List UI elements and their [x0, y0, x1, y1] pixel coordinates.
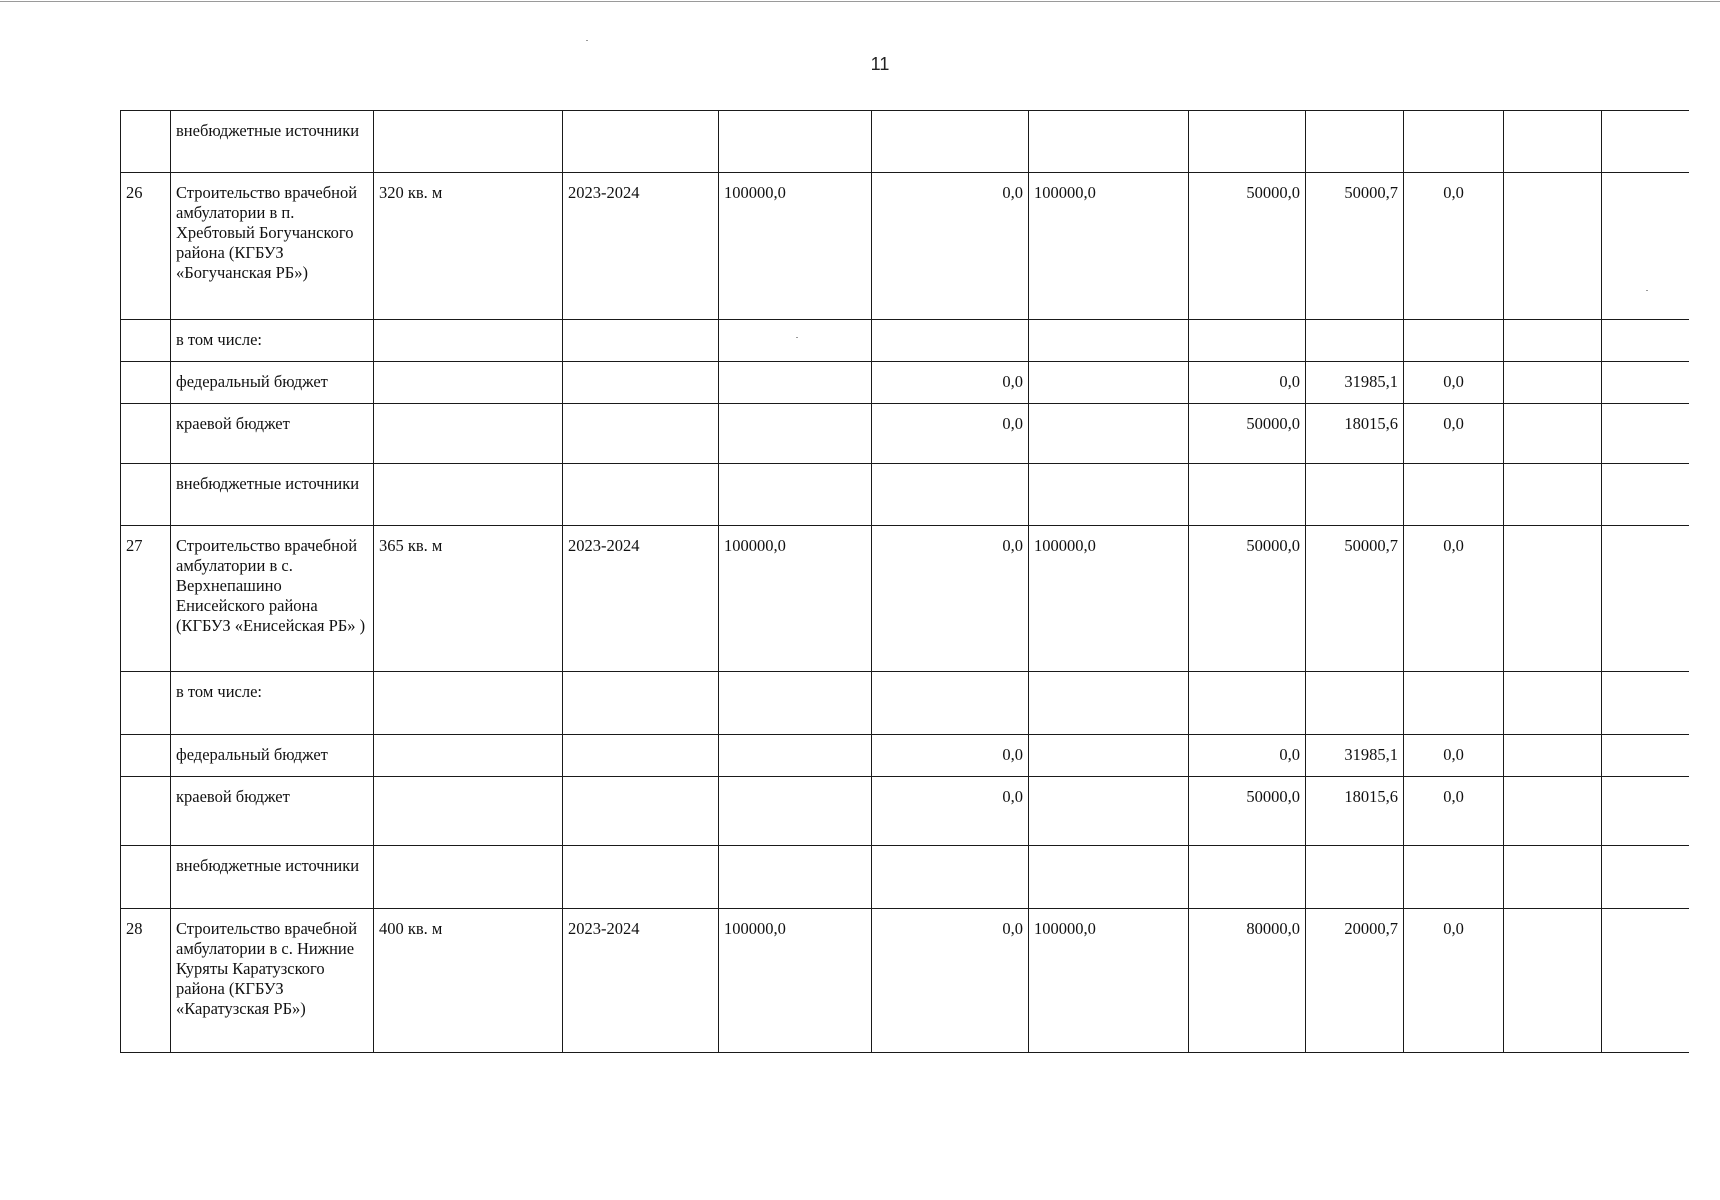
cell-value: 50000,0: [1189, 777, 1306, 846]
cell-value: [719, 672, 872, 735]
cell-object-name: Строительство врачебной амбулатории в с. Верхнепашино Енисейского района (КГБУЗ «Енисейская РБ» ): [171, 526, 374, 672]
cell-number: [121, 777, 171, 846]
cell-source-name: внебюджетные источники: [171, 846, 374, 909]
cell-value: [1504, 111, 1602, 173]
cell-number: 28: [121, 909, 171, 1053]
table-row-subitem: [121, 111, 1689, 173]
cell-value: [1404, 672, 1504, 735]
cell-value: [1029, 404, 1189, 464]
cell-number: [121, 320, 171, 362]
cell-value: 50000,0: [1189, 526, 1306, 672]
cell-value: [1602, 111, 1689, 173]
cell-number: [121, 735, 171, 777]
cell-value: 0,0: [1404, 362, 1504, 404]
cell-source-name: федеральный бюджет: [171, 362, 374, 404]
cell-value: [1504, 526, 1602, 672]
cell-number: 26: [121, 173, 171, 320]
cell-number: 27: [121, 526, 171, 672]
cell-value: [1504, 362, 1602, 404]
cell-value: [374, 735, 563, 777]
cell-value: [1306, 111, 1404, 173]
cell-value: 0,0: [1189, 735, 1306, 777]
cell-value: [872, 464, 1029, 526]
cell-value: 100000,0: [1029, 909, 1189, 1053]
cell-value: 80000,0: [1189, 909, 1306, 1053]
table-row-item: [121, 173, 1689, 320]
cell-value: [1189, 672, 1306, 735]
cell-value: [1602, 672, 1689, 735]
cell-value: [1029, 735, 1189, 777]
cell-value: [1602, 777, 1689, 846]
cell-number: [121, 111, 171, 173]
cell-value: [563, 320, 719, 362]
cell-source-name: в том числе:: [171, 320, 374, 362]
cell-value: [1504, 320, 1602, 362]
cell-value: [872, 672, 1029, 735]
cell-value: [374, 362, 563, 404]
cell-value: [563, 735, 719, 777]
cell-number: [121, 464, 171, 526]
cell-value: 100000,0: [1029, 526, 1189, 672]
cell-source-name: краевой бюджет: [171, 777, 374, 846]
cell-value: [1602, 526, 1689, 672]
cell-value: 50000,7: [1306, 173, 1404, 320]
cell-value: [563, 362, 719, 404]
cell-capacity: 320 кв. м: [374, 173, 563, 320]
table-row-subitem: [121, 735, 1689, 777]
cell-value: [1029, 464, 1189, 526]
cell-value: 50000,7: [1306, 526, 1404, 672]
cell-value: [1404, 464, 1504, 526]
cell-value: [1306, 846, 1404, 909]
cell-value: 0,0: [872, 777, 1029, 846]
cell-value: [1602, 320, 1689, 362]
cell-value: [1504, 909, 1602, 1053]
cell-value: [1602, 464, 1689, 526]
cell-value: [1404, 320, 1504, 362]
cell-value: 18015,6: [1306, 404, 1404, 464]
cell-number: [121, 362, 171, 404]
cell-value: [719, 846, 872, 909]
cell-estimated-cost: 100000,0: [719, 526, 872, 672]
cell-value: 31985,1: [1306, 362, 1404, 404]
cell-value: 0,0: [1404, 173, 1504, 320]
cell-value: [374, 846, 563, 909]
scan-speck: [586, 40, 588, 41]
cell-capacity: 365 кв. м: [374, 526, 563, 672]
cell-number: [121, 404, 171, 464]
cell-value: [1504, 404, 1602, 464]
cell-value: [719, 362, 872, 404]
cell-value: [1504, 672, 1602, 735]
cell-value: [563, 846, 719, 909]
cell-value: [719, 320, 872, 362]
cell-value: [374, 404, 563, 464]
cell-source-name: федеральный бюджет: [171, 735, 374, 777]
cell-source-name: в том числе:: [171, 672, 374, 735]
cell-value: 0,0: [1404, 735, 1504, 777]
cell-value: [1404, 111, 1504, 173]
cell-value: [563, 777, 719, 846]
cell-value: [1602, 173, 1689, 320]
cell-value: [1602, 846, 1689, 909]
cell-value: [374, 672, 563, 735]
cell-value: [374, 464, 563, 526]
cell-value: 0,0: [872, 173, 1029, 320]
cell-value: [1504, 846, 1602, 909]
cell-value: [719, 111, 872, 173]
cell-estimated-cost: 100000,0: [719, 909, 872, 1053]
cell-value: [1504, 464, 1602, 526]
cell-value: 0,0: [1189, 362, 1306, 404]
cell-object-name: Строительство врачебной амбулатории в п. Хребтовый Богучанского района (КГБУЗ «Богучанская РБ»): [171, 173, 374, 320]
cell-value: [719, 464, 872, 526]
cell-value: 50000,0: [1189, 173, 1306, 320]
cell-value: [374, 320, 563, 362]
cell-years: 2023-2024: [563, 173, 719, 320]
page-number: 11: [870, 54, 890, 74]
cell-value: [563, 672, 719, 735]
cell-value: 0,0: [1404, 404, 1504, 464]
cell-value: 100000,0: [1029, 173, 1189, 320]
cell-value: [1029, 777, 1189, 846]
cell-value: [1189, 846, 1306, 909]
table-row-subitem: [121, 777, 1689, 846]
cell-years: 2023-2024: [563, 909, 719, 1053]
cell-value: 0,0: [1404, 526, 1504, 672]
cell-value: [1029, 111, 1189, 173]
cell-capacity: 400 кв. м: [374, 909, 563, 1053]
cell-value: [872, 320, 1029, 362]
cell-value: 0,0: [872, 526, 1029, 672]
cell-value: [1602, 735, 1689, 777]
cell-value: 50000,0: [1189, 404, 1306, 464]
cell-value: [563, 111, 719, 173]
cell-value: [1602, 362, 1689, 404]
cell-value: [1029, 362, 1189, 404]
cell-value: [1029, 320, 1189, 362]
cell-value: [1189, 464, 1306, 526]
cell-value: [1404, 846, 1504, 909]
table-row-subitem: [121, 464, 1689, 526]
cell-value: [1029, 846, 1189, 909]
cell-value: 20000,7: [1306, 909, 1404, 1053]
cell-source-name: внебюджетные источники: [171, 464, 374, 526]
cell-value: 31985,1: [1306, 735, 1404, 777]
cell-value: [1504, 173, 1602, 320]
table-row-item: [121, 909, 1689, 1053]
cell-value: [872, 846, 1029, 909]
scan-speck: [796, 337, 798, 338]
top-border-line: [0, 1, 1720, 2]
table-row-subitem: [121, 672, 1689, 735]
cell-value: 0,0: [872, 362, 1029, 404]
table-row-subitem: [121, 404, 1689, 464]
cell-value: 0,0: [872, 404, 1029, 464]
cell-value: [1029, 672, 1189, 735]
cell-value: [1306, 464, 1404, 526]
table-row-subitem: [121, 320, 1689, 362]
cell-value: [1504, 777, 1602, 846]
cell-value: 0,0: [1404, 909, 1504, 1053]
cell-source-name: краевой бюджет: [171, 404, 374, 464]
table-row-subitem: [121, 846, 1689, 909]
cell-value: [719, 404, 872, 464]
table-row-item: [121, 526, 1689, 672]
cell-object-name: Строительство врачебной амбулатории в с. Нижние Куряты Каратузского района (КГБУЗ «Каратузская РБ»): [171, 909, 374, 1053]
cell-value: [719, 777, 872, 846]
cell-value: [1306, 320, 1404, 362]
cell-value: [1504, 735, 1602, 777]
cell-value: 0,0: [872, 909, 1029, 1053]
cell-value: 0,0: [872, 735, 1029, 777]
budget-table: [120, 110, 1689, 1053]
cell-value: [1189, 111, 1306, 173]
cell-value: [374, 111, 563, 173]
cell-value: [563, 404, 719, 464]
cell-value: 18015,6: [1306, 777, 1404, 846]
cell-value: [563, 464, 719, 526]
cell-source-name: внебюджетные источники: [171, 111, 374, 173]
cell-value: [719, 735, 872, 777]
cell-value: [1602, 404, 1689, 464]
cell-value: [1602, 909, 1689, 1053]
cell-years: 2023-2024: [563, 526, 719, 672]
cell-value: [872, 111, 1029, 173]
scan-speck: [1646, 290, 1648, 291]
cell-value: [1306, 672, 1404, 735]
cell-value: [374, 777, 563, 846]
table-body: [121, 111, 1689, 1053]
cell-number: [121, 672, 171, 735]
cell-number: [121, 846, 171, 909]
cell-value: [1189, 320, 1306, 362]
cell-value: 0,0: [1404, 777, 1504, 846]
cell-estimated-cost: 100000,0: [719, 173, 872, 320]
table-row-subitem: [121, 362, 1689, 404]
